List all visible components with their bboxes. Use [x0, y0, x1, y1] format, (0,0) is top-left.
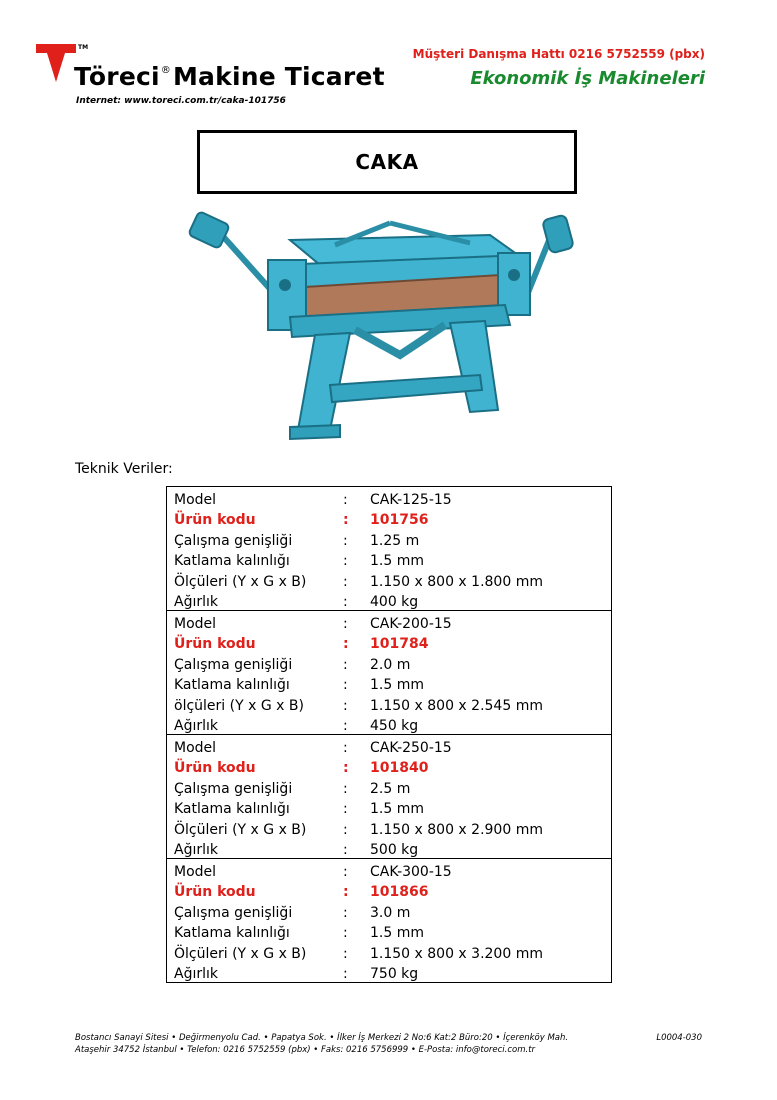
- spec-label: Çalışma genişliği: [174, 904, 293, 921]
- spec-colon: :: [343, 780, 348, 797]
- model-group: [167, 610, 611, 734]
- spec-row: [167, 900, 611, 921]
- trademark-mark: TM: [78, 44, 89, 51]
- spec-colon: :: [343, 966, 348, 982]
- spec-value: 1.25 m: [370, 532, 420, 549]
- model-group: [167, 487, 611, 610]
- spec-label: Model: [174, 739, 217, 756]
- spec-colon: :: [343, 801, 348, 817]
- model-group: [167, 734, 611, 858]
- model-group: [167, 858, 611, 982]
- spec-colon: :: [343, 760, 349, 776]
- spec-table: [166, 486, 612, 983]
- spec-label: Ölçüleri (Y x G x B): [174, 945, 307, 962]
- spec-colon: :: [343, 842, 348, 858]
- product-code-row: [167, 756, 611, 777]
- spec-label: Ağırlık: [174, 966, 218, 982]
- spec-label: Katlama kalınlığı: [174, 677, 290, 693]
- product-title-box: [197, 130, 577, 194]
- spec-colon: :: [343, 677, 348, 693]
- spec-colon: :: [343, 718, 348, 734]
- spec-colon: :: [343, 615, 348, 632]
- spec-colon: :: [343, 904, 348, 921]
- spec-value: 1.5 mm: [370, 553, 424, 569]
- spec-row: [167, 569, 611, 590]
- company-name: Töreci®Makine Ticaret: [74, 62, 385, 91]
- spec-label: Çalışma genişliği: [174, 532, 293, 549]
- spec-label: Katlama kalınlığı: [174, 801, 290, 817]
- spec-label: Model: [174, 615, 217, 632]
- spec-row: [167, 859, 611, 880]
- product-code: 101840: [370, 760, 429, 776]
- slogan: Ekonomik İş Makineleri: [470, 68, 705, 89]
- spec-row: [167, 921, 611, 942]
- spec-label: Ölçüleri (Y x G x B): [174, 821, 307, 838]
- spec-label: Çalışma genişliği: [174, 780, 293, 797]
- spec-row: [167, 487, 611, 508]
- spec-label: ölçüleri (Y x G x B): [174, 697, 304, 714]
- spec-label: Model: [174, 863, 217, 880]
- spec-colon: :: [343, 697, 348, 714]
- website-url[interactable]: Internet: www.toreci.com.tr/caka-101756: [76, 96, 286, 106]
- spec-row: [167, 549, 611, 570]
- spec-label: Ürün kodu: [174, 884, 256, 900]
- spec-value: 400 kg: [370, 594, 419, 610]
- spec-value: 3.0 m: [370, 904, 411, 921]
- spec-value: 1.150 x 800 x 2.545 mm: [370, 697, 543, 714]
- spec-row: [167, 590, 611, 611]
- spec-value: 2.0 m: [370, 656, 411, 673]
- spec-colon: :: [343, 594, 348, 610]
- spec-colon: :: [343, 573, 348, 590]
- spec-row: [167, 941, 611, 962]
- spec-label: Ürün kodu: [174, 760, 256, 776]
- spec-colon: :: [343, 884, 349, 900]
- spec-label: Ağırlık: [174, 842, 218, 858]
- spec-colon: :: [343, 945, 348, 962]
- spec-value: 750 kg: [370, 966, 419, 982]
- spec-heading: Teknik Veriler:: [75, 461, 173, 477]
- spec-label: Ağırlık: [174, 718, 218, 734]
- spec-colon: :: [343, 553, 348, 569]
- spec-colon: :: [343, 656, 348, 673]
- customer-hotline: Müşteri Danışma Hattı 0216 5752559 (pbx): [412, 47, 705, 61]
- product-code: 101866: [370, 884, 429, 900]
- spec-colon: :: [343, 512, 349, 528]
- spec-row: [167, 838, 611, 859]
- footer-contact: Ataşehir 34752 İstanbul • Telefon: 0216 5752559 (pbx) • Faks: 0216 5756999 • E-Posta: info@toreci.com.tr: [75, 1045, 536, 1055]
- product-code: 101756: [370, 512, 429, 528]
- spec-value: 1.5 mm: [370, 801, 424, 817]
- spec-value: 500 kg: [370, 842, 419, 858]
- spec-value: CAK-250-15: [370, 739, 452, 756]
- product-code-row: [167, 632, 611, 653]
- spec-value: 1.150 x 800 x 3.200 mm: [370, 945, 543, 962]
- spec-label: Çalışma genişliği: [174, 656, 293, 673]
- spec-label: Katlama kalınlığı: [174, 925, 290, 941]
- spec-row: [167, 797, 611, 818]
- product-code: 101784: [370, 636, 429, 652]
- spec-value: CAK-200-15: [370, 615, 452, 632]
- spec-label: Katlama kalınlığı: [174, 553, 290, 569]
- spec-label: Ölçüleri (Y x G x B): [174, 573, 307, 590]
- spec-value: CAK-125-15: [370, 491, 452, 508]
- product-code-row: [167, 880, 611, 901]
- spec-row: [167, 962, 611, 983]
- spec-row: [167, 611, 611, 632]
- spec-colon: :: [343, 739, 348, 756]
- product-code-row: [167, 508, 611, 529]
- spec-colon: :: [343, 491, 348, 508]
- spec-label: Model: [174, 491, 217, 508]
- spec-colon: :: [343, 636, 349, 652]
- spec-value: 1.5 mm: [370, 677, 424, 693]
- spec-value: 450 kg: [370, 718, 419, 734]
- footer-address: Bostancı Sanayi Sitesi • Değirmenyolu Cad. • Papatya Sok. • İlker İş Merkezi 2 No:6 Kat:2 Büro:20 • İçerenköy Mah.: [75, 1033, 569, 1043]
- spec-value: 2.5 m: [370, 780, 411, 797]
- spec-row: [167, 528, 611, 549]
- spec-value: 1.150 x 800 x 2.900 mm: [370, 821, 543, 838]
- spec-row: [167, 673, 611, 694]
- spec-value: CAK-300-15: [370, 863, 452, 880]
- document-code: L0004-030: [656, 1033, 702, 1043]
- spec-row: [167, 776, 611, 797]
- spec-colon: :: [343, 925, 348, 941]
- spec-colon: :: [343, 821, 348, 838]
- spec-value: 1.5 mm: [370, 925, 424, 941]
- spec-row: [167, 817, 611, 838]
- spec-label: Ürün kodu: [174, 512, 256, 528]
- toreci-logo-icon: [36, 44, 76, 84]
- product-title: CAKA: [355, 150, 419, 174]
- spec-value: 1.150 x 800 x 1.800 mm: [370, 573, 543, 590]
- folding-machine-image: [180, 205, 590, 455]
- spec-label: Ağırlık: [174, 594, 218, 610]
- spec-label: Ürün kodu: [174, 636, 256, 652]
- spec-row: [167, 693, 611, 714]
- spec-row: [167, 735, 611, 756]
- spec-row: [167, 714, 611, 735]
- spec-colon: :: [343, 532, 348, 549]
- spec-row: [167, 652, 611, 673]
- spec-colon: :: [343, 863, 348, 880]
